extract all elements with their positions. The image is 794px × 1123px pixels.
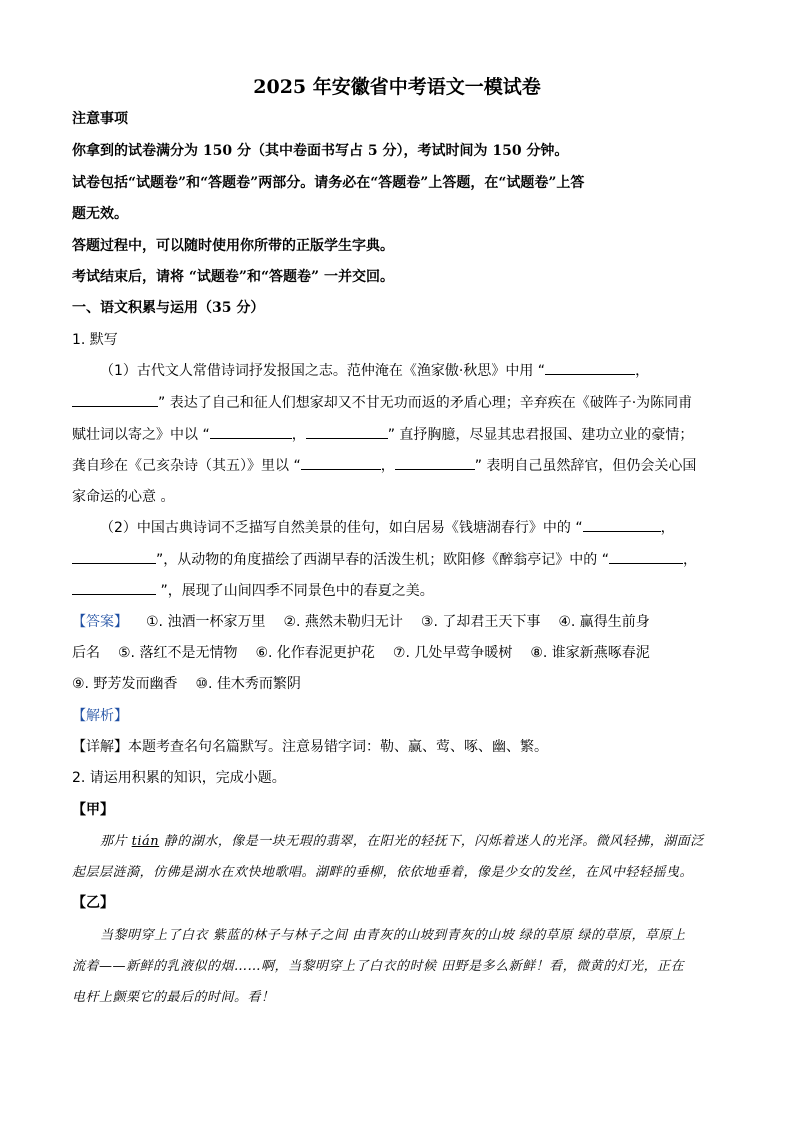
passage-jia-line1 (100, 830, 750, 849)
q1-part1-line5: 家命运的心意 。 (72, 489, 175, 505)
q1-text: ” 表明自己虽然辞官，但仍会关心国 (474, 458, 697, 474)
answer-item: ⑤. 落红不是无情物 (118, 645, 238, 661)
passage-yi-line1: 当黎明穿上了白衣 紫蓝的林子与林子之间 由青灰的山坡到青灰的山坡 绿的草原 绿的草原，草原上 (100, 928, 686, 943)
q1-text: ， (682, 552, 697, 568)
q1-text: ， (660, 520, 675, 536)
notice-line-4: 答题过程中，可以随时使用你所带的正版学生字典。 (72, 238, 394, 254)
section-heading-1: 一、语文积累与运用（35 分） (72, 300, 265, 316)
answer-blank (545, 360, 635, 375)
question-2-label: 2. 请运用积累的知识，完成小题。 (72, 770, 286, 786)
passage-text: 那片 (100, 834, 132, 849)
answer-item: ⑩. 佳木秀而繁阴 (195, 676, 301, 692)
q1-text: ”，展现了山间四季不同景色中的春夏之美。 (156, 583, 434, 599)
answer-line-1 (72, 611, 722, 631)
answer-item: ③. 了却君王天下事 (420, 614, 541, 630)
answer-item: ⑨. 野芳发而幽香 (72, 676, 178, 692)
passage-yi-line3: 电杆上颤栗它的最后的时间。看！ (72, 990, 275, 1005)
passage-yi-label: 【乙】 (72, 895, 114, 911)
answer-blank (395, 455, 475, 470)
q1-text: ” 表达了自己和征人们想家却又不甘无功而返的矛盾心理；辛弃疾在《破阵子·为陈同甫 (158, 395, 693, 411)
passage-jia-line2: 起层层涟漪，仿佛是湖水在欢快地歌唱。湖畔的垂柳，依依地垂着，像是少女的发丝，在风中轻轻摇曳。 (72, 865, 694, 880)
q1-part2-line2 (72, 549, 722, 569)
answer-item: ①. 浊酒一杯家万里 (146, 614, 266, 630)
answer-blank (609, 549, 683, 564)
q1-part2-line1 (100, 517, 750, 537)
answer-item: ④. 赢得生前身 (558, 614, 650, 630)
notice-line-3: 题无效。 (72, 206, 128, 222)
answer-item: ⑧. 谁家新燕啄春泥 (530, 645, 650, 661)
page-title: 2025 年安徽省中考语文一模试卷 (253, 76, 541, 98)
q1-part2-line3 (72, 580, 722, 600)
answer-line-2 (72, 642, 722, 662)
passage-text: 静的湖水，像是一块无瑕的翡翠，在阳光的轻抚下，闪烁着迷人的光泽。微风轻拂，湖面泛 (159, 834, 704, 849)
q1-text: （1）古代文人常借诗词抒发报国之志。范仲淹在《渔家傲·秋思》中用 “ (100, 363, 546, 379)
q1-text: ， (380, 458, 395, 474)
answer-item: ⑥. 化作春泥更护花 (255, 645, 375, 661)
q1-text: ” 直抒胸臆，尽显其忠君报国、建功立业的豪情； (387, 427, 694, 443)
q1-text: ”，从动物的角度描绘了西湖早春的活泼生机；欧阳修《醉翁亭记》中的 “ (156, 552, 609, 568)
notice-heading: 注意事项 (72, 111, 128, 127)
analysis-detail: 【详解】本题考查名句名篇默写。注意易错字词：勒、赢、莺、啄、幽、繁。 (72, 739, 548, 755)
q1-part1-line4 (72, 455, 722, 475)
answer-item: 后名 (72, 645, 100, 661)
question-1-label: 1. 默写 (72, 332, 118, 348)
notice-line-2: 试卷包括“试题卷”和“答题卷”两部分。请务必在“答题卷”上答题，在“试题卷”上答 (72, 175, 585, 191)
q1-part1-line2 (72, 392, 722, 412)
pinyin-annotation: tián (131, 834, 160, 849)
q1-text: ， (635, 363, 650, 379)
q1-part1-line1 (100, 360, 750, 380)
answer-item: ②. 燕然未勒归无计 (283, 614, 403, 630)
answer-blank (72, 392, 158, 407)
answer-blank (72, 549, 156, 564)
answer-label: 【答案】 (72, 614, 128, 630)
answer-line-3 (72, 673, 722, 693)
analysis-label: 【解析】 (72, 708, 128, 724)
answer-blank (72, 580, 156, 595)
answer-item: ⑦. 几处早莺争暖树 (392, 645, 513, 661)
q1-part1-line3 (72, 424, 722, 444)
q1-text: 龚自珍在《己亥杂诗（其五）》里以 “ (72, 458, 301, 474)
answer-blank (306, 424, 388, 439)
notice-line-1: 你拿到的试卷满分为 150 分（其中卷面书写占 5 分），考试时间为 150 分钟。 (72, 143, 569, 159)
notice-line-5: 考试结束后，请将 “试题卷”和“答题卷” 一并交回。 (72, 269, 394, 285)
passage-jia-label: 【甲】 (72, 802, 114, 818)
answer-blank (210, 424, 292, 439)
q1-text: ， (291, 427, 306, 443)
q1-text: 赋壮词以寄之》中以 “ (72, 427, 210, 443)
answer-blank (301, 455, 381, 470)
passage-yi-line2: 流着——新鲜的乳液似的烟……啊，当黎明穿上了白衣的时候 田野是多么新鲜！看，微黄的灯光，正在 (72, 959, 685, 974)
q1-text: （2）中国古典诗词不乏描写自然美景的佳句，如白居易《钱塘湖春行》中的 “ (100, 520, 583, 536)
answer-blank (583, 517, 661, 532)
